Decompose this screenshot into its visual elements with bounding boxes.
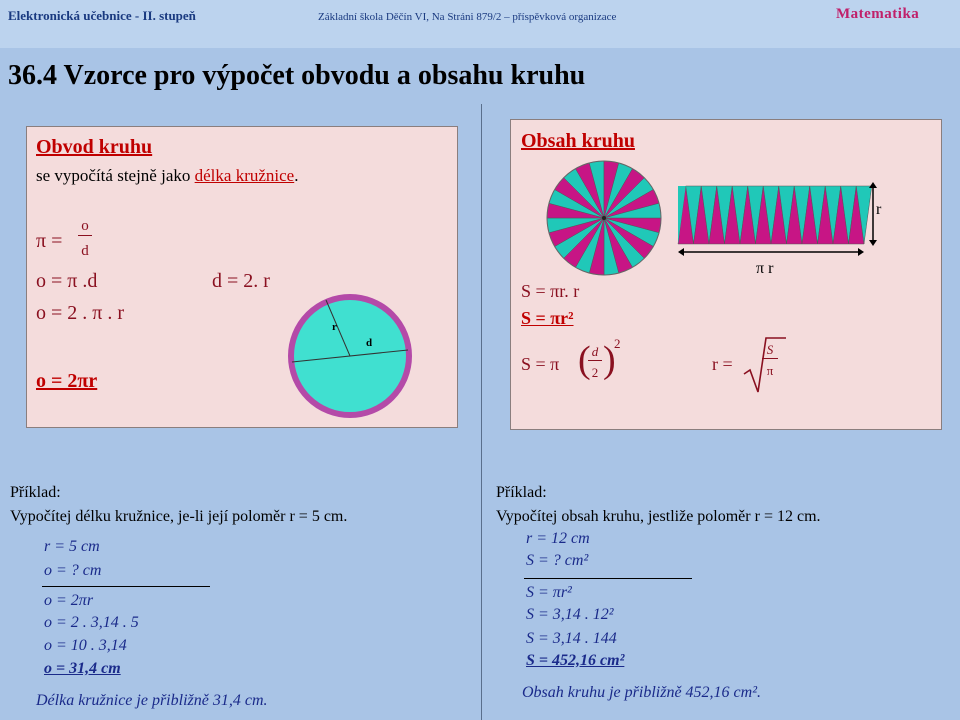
example-right-result: S = 452,16 cm² bbox=[526, 652, 625, 669]
example-left-step-3: o = 10 . 3,14 bbox=[44, 637, 127, 654]
circumference-intro bbox=[36, 166, 298, 186]
example-left-given-1: r = 5 cm bbox=[44, 538, 100, 555]
radius-fraction-num: S bbox=[762, 342, 778, 359]
area-fraction-num: d bbox=[588, 344, 602, 361]
example-right-task: Vypočítej obsah kruhu, jestliže poloměr r = 12 cm. bbox=[496, 508, 821, 525]
area-heading: Obsah kruhu bbox=[521, 130, 635, 152]
pi-fraction-den: d bbox=[81, 243, 89, 259]
example-left-answer: Délka kružnice je přibližně 31,4 cm. bbox=[36, 692, 268, 709]
intro-period: . bbox=[294, 166, 299, 185]
radius-fraction-den: π bbox=[766, 363, 774, 378]
formula-o-pi-d: o = π .d bbox=[36, 270, 98, 292]
paren-left: ( bbox=[578, 339, 591, 381]
pi-fraction-num: o bbox=[78, 218, 92, 236]
example-right-separator bbox=[524, 578, 692, 579]
intro-text: se vypočítá stejně jako bbox=[36, 166, 195, 185]
example-left-result: o = 31,4 cm bbox=[44, 660, 121, 677]
formula-o-2-pi-r: o = 2 . π . r bbox=[36, 302, 125, 324]
intro-link-text: délka kružnice bbox=[194, 166, 295, 185]
sector-strip bbox=[676, 180, 896, 280]
example-right-step-1: S = πr² bbox=[526, 584, 572, 601]
circle-radius-label: r bbox=[332, 321, 337, 333]
area-exponent: 2 bbox=[614, 336, 621, 351]
formula-d-2r: d = 2. r bbox=[212, 270, 270, 292]
example-left-task: Vypočítej délku kružnice, je-li její poloměr r = 5 cm. bbox=[10, 508, 348, 525]
example-right-label: Příklad: bbox=[496, 484, 547, 501]
area-fraction-den: 2 bbox=[591, 365, 599, 380]
circumference-result: o = 2πr bbox=[36, 370, 98, 392]
circle-diagram bbox=[286, 292, 414, 420]
page-title: 36.4 Vzorce pro výpočet obvodu a obsahu kruhu bbox=[8, 60, 586, 91]
example-left-step-1: o = 2πr bbox=[44, 592, 94, 609]
header-textbook: Elektronická učebnice - II. stupeň bbox=[8, 8, 196, 23]
example-right-step-3: S = 3,14 . 144 bbox=[526, 630, 617, 647]
strip-pir-label: π r bbox=[756, 260, 774, 277]
radius-formula-lhs: r = bbox=[712, 354, 733, 374]
example-right-given-1: r = 12 cm bbox=[526, 530, 590, 547]
example-right-given-2: S = ? cm² bbox=[526, 552, 589, 569]
sector-circle bbox=[544, 158, 664, 278]
example-left-label: Příklad: bbox=[10, 484, 61, 501]
example-left-given-2: o = ? cm bbox=[44, 562, 102, 579]
circumference-heading: Obvod kruhu bbox=[36, 136, 153, 158]
example-right-step-2: S = 3,14 . 12² bbox=[526, 606, 614, 623]
example-left-step-2: o = 2 . 3,14 . 5 bbox=[44, 614, 139, 631]
column-divider bbox=[481, 104, 482, 720]
header-school: Základní škola Děčín VI, Na Stráni 879/2 – příspěvková organizace bbox=[318, 11, 617, 23]
circle-diameter-label: d bbox=[366, 337, 373, 349]
example-left-separator bbox=[42, 586, 210, 587]
pi-lhs: π = bbox=[36, 230, 63, 252]
example-right-answer: Obsah kruhu je přibližně 452,16 cm². bbox=[522, 684, 761, 701]
area-formula-1: S = πr. r bbox=[521, 281, 580, 301]
paren-right: ) bbox=[603, 339, 616, 381]
header-subject: Matematika bbox=[836, 6, 920, 22]
area-formula-3-lhs: S = π bbox=[521, 354, 560, 374]
strip-r-label: r bbox=[876, 201, 882, 218]
area-formula-2: S = πr² bbox=[521, 308, 574, 328]
